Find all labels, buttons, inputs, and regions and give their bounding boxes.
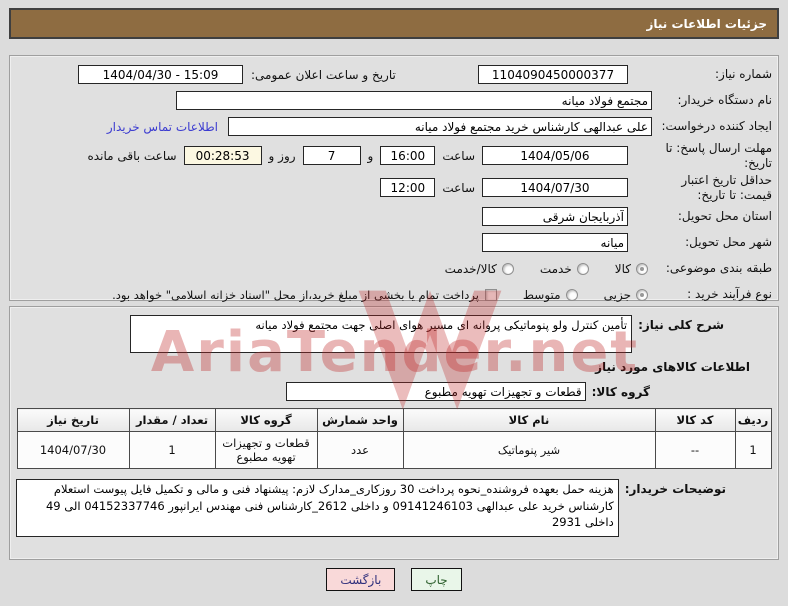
buyer-org-label: نام دستگاه خریدار:: [677, 93, 772, 107]
need-number-label: شماره نیاز:: [715, 67, 772, 81]
request-creator-input[interactable]: [228, 117, 652, 136]
city-label: شهر محل تحویل:: [685, 235, 772, 249]
print-button[interactable]: چاپ: [411, 568, 461, 591]
goods-info-panel: [9, 306, 779, 560]
city-input[interactable]: [482, 233, 628, 252]
radio-medium-label: متوسط: [522, 287, 561, 302]
general-desc-label: شرح کلی نیاز:: [638, 318, 724, 332]
col-need-date: تاریخ نیاز: [17, 409, 129, 432]
process-option-minor: [604, 288, 648, 302]
action-buttons: [0, 568, 788, 591]
col-item-code: کد کالا: [655, 409, 735, 432]
buyer-notes-label: توضیحات خریدار:: [624, 482, 726, 496]
row-buyer-org: [16, 88, 772, 113]
radio-service-label: خدمت: [539, 261, 572, 276]
radio-medium[interactable]: [566, 289, 578, 301]
reply-hour-label: ساعت: [442, 148, 475, 163]
reply-deadline-hour-input[interactable]: [380, 146, 435, 165]
col-quantity: تعداد / مقدار: [129, 409, 215, 432]
col-group: گروه کالا: [215, 409, 317, 432]
col-row-number: ردیف: [735, 409, 771, 432]
row-buyer-notes: [16, 479, 726, 537]
cell-row-number: 1: [735, 432, 771, 469]
process-option-medium: [523, 288, 578, 302]
subject-option-goods: [615, 262, 648, 276]
page-title-bar: [9, 8, 779, 39]
request-creator-label: ایجاد کننده درخواست:: [661, 119, 772, 133]
need-number-input[interactable]: [478, 65, 628, 84]
cell-unit: عدد: [317, 432, 403, 469]
col-item-name: نام کالا: [403, 409, 655, 432]
subject-class-label: طبقه بندی موضوعی:: [665, 261, 772, 275]
goods-group-label: گروه کالا:: [591, 384, 650, 399]
buyer-notes-textarea[interactable]: [16, 479, 619, 537]
cell-item-name: شیر پنوماتیک: [403, 432, 655, 469]
row-general-desc: [16, 315, 724, 353]
remaining-days-input[interactable]: [303, 146, 361, 165]
buyer-org-input[interactable]: [176, 91, 652, 110]
need-details-panel: [9, 55, 779, 301]
subject-option-goods-service: [445, 262, 514, 276]
treasury-option: [112, 288, 497, 302]
remaining-label: ساعت باقی مانده: [87, 148, 177, 163]
subject-option-service: [540, 262, 589, 276]
row-price-validity: [16, 172, 772, 203]
row-purchase-process: [16, 282, 772, 307]
goods-table: [17, 408, 772, 469]
general-desc-textarea[interactable]: [130, 315, 632, 353]
radio-goods[interactable]: [636, 263, 648, 275]
radio-service[interactable]: [577, 263, 589, 275]
checkbox-islamic-treasury[interactable]: [485, 289, 497, 301]
radio-minor[interactable]: [636, 289, 648, 301]
radio-goods-service[interactable]: [502, 263, 514, 275]
row-need-number: [16, 62, 772, 87]
purchase-process-label: نوع فرآیند خرید :: [687, 287, 772, 301]
treasury-note-label: پرداخت تمام یا بخشی از مبلغ خرید،از محل "اسناد خزانه اسلامی" خواهد بود.: [112, 287, 479, 302]
public-announce-label: تاریخ و ساعت اعلان عمومی:: [251, 67, 396, 82]
and-label: و: [367, 148, 374, 163]
goods-group-input[interactable]: [286, 382, 586, 401]
public-announce-input[interactable]: [78, 65, 243, 84]
goods-section-title: اطلاعات کالاهای مورد نیاز: [595, 360, 750, 374]
price-validity-date-input[interactable]: [482, 178, 628, 197]
row-city: [16, 230, 772, 255]
row-request-creator: [16, 114, 772, 139]
goods-table-header: [17, 409, 771, 432]
buyer-contact-link[interactable]: اطلاعات تماس خریدار: [106, 119, 218, 134]
reply-deadline-label: مهلت ارسال پاسخ: تا تاریخ:: [665, 140, 772, 170]
days-and-label: روز و: [268, 148, 296, 163]
radio-goods-label: کالا: [614, 261, 631, 276]
back-button[interactable]: بازگشت: [326, 568, 395, 591]
col-unit: واحد شمارش: [317, 409, 403, 432]
radio-goods-service-label: کالا/خدمت: [444, 261, 497, 276]
cell-need-date: 1404/07/30: [17, 432, 129, 469]
remaining-time-countdown[interactable]: [184, 146, 262, 165]
row-goods-group: [16, 382, 650, 401]
row-province: [16, 204, 772, 229]
radio-minor-label: جزیی: [603, 287, 631, 302]
reply-deadline-date-input[interactable]: [482, 146, 628, 165]
page-title: جزئیات اطلاعات نیاز: [646, 16, 767, 31]
province-input[interactable]: [482, 207, 628, 226]
price-validity-hour-input[interactable]: [380, 178, 435, 197]
row-subject-class: [16, 256, 772, 281]
table-row: [17, 432, 771, 469]
price-validity-label: حداقل تاریخ اعتبار قیمت: تا تاریخ:: [681, 172, 772, 202]
price-hour-label: ساعت: [442, 180, 475, 195]
cell-quantity: 1: [129, 432, 215, 469]
cell-item-code: --: [655, 432, 735, 469]
province-label: استان محل تحویل:: [677, 209, 772, 223]
watermark-text: AriaTender.net: [150, 319, 640, 385]
cell-group: قطعات و تجهیزات تهویه مطبوع: [215, 432, 317, 469]
row-reply-deadline: [16, 140, 772, 171]
